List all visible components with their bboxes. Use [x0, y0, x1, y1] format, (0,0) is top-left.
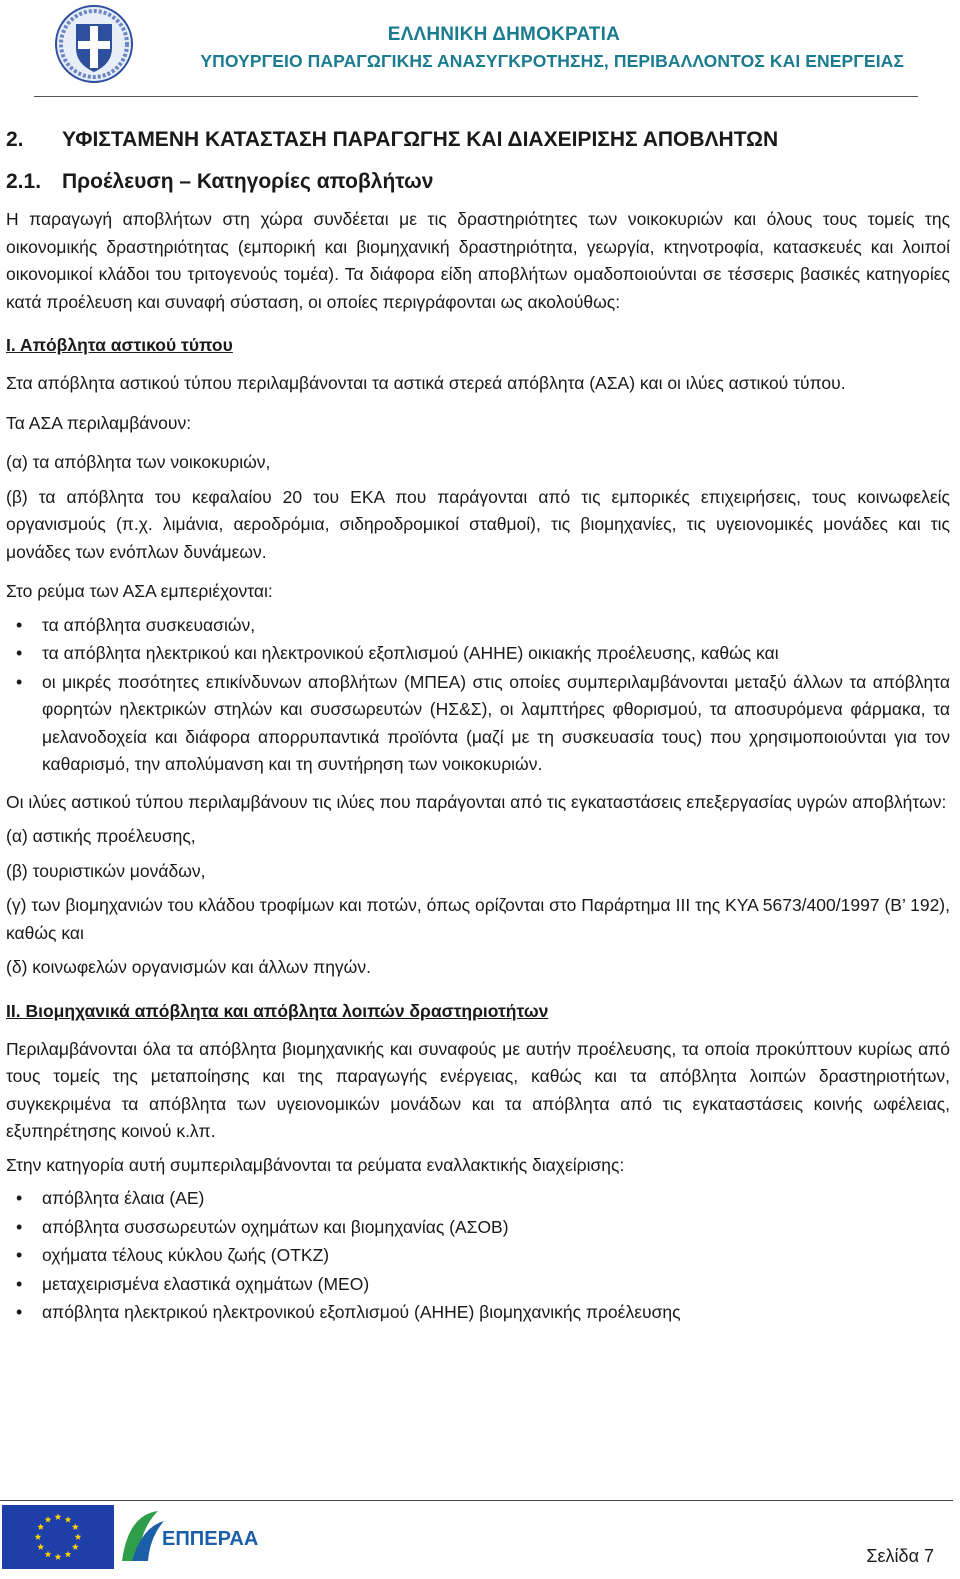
section-heading [6, 126, 950, 154]
header-divider [34, 96, 918, 97]
sludge-item-a: (α) αστικής προέλευσης, [6, 826, 196, 846]
part1-paragraph-2: Τα ΑΣΑ περιλαμβάνουν: [6, 412, 192, 433]
subsection-title: Προέλευση – Κατηγορίες αποβλήτων [62, 170, 434, 193]
part2-paragraph-1: Περιλαμβάνονται όλα τα απόβλητα βιομηχανικής και συναφούς με αυτήν προέλευσης, τα οποία προκύπτουν κυρίως από τους τομείς της μεταποίησης και της παραγωγής ενέργειας, καθώς και τα απόβλητα λοιπών δραστηριοτήτων, συγκεκριμένα τα απόβλητα των υγειονομικών μονάδων και τα απόβλητα από τις εγκαταστάσεις κοινής ωφέλειας, εξυπηρέτησης κοινού κ.λπ. [6, 1038, 950, 1141]
greek-coat-of-arms-icon [54, 4, 134, 84]
alternative-streams-list [6, 1185, 950, 1327]
list-item: • απόβλητα ηλεκτρικού ηλεκτρονικού εξοπλισμού (ΑΗΗΕ) βιομηχανικής προέλευσης [6, 1299, 950, 1327]
list-item: • απόβλητα έλαια (ΑΕ) [6, 1185, 950, 1213]
page-header [0, 0, 960, 98]
header-country: ΕΛΛΗΝΙΚΗ ΔΗΜΟΚΡΑΤΙΑ [387, 24, 620, 45]
asa-item-a: (α) τα απόβλητα των νοικοκυριών, [6, 452, 271, 472]
sludge-item-c: (γ) των βιομηχανιών του κλάδου τροφίμων και ποτών, όπως ορίζονται στο Παράρτημα ΙΙΙ της ΚΥΑ 5673/400/1997 (Β’ 192), καθώς και [6, 895, 950, 943]
part1-paragraph-3: Στο ρεύμα των ΑΣΑ εμπεριέχονται: [6, 581, 273, 601]
footer-divider [0, 1500, 953, 1501]
subsection-number: 2.1. [6, 170, 42, 193]
header-ministry: ΥΠΟΥΡΓΕΙΟ ΠΑΡΑΓΩΓΙΚΗΣ ΑΝΑΣΥΓΚΡΟΤΗΣΗΣ, ΠΕΡΙΒΑΛΛΟΝΤΟΣ ΚΑΙ ΕΝΕΡΓΕΙΑΣ [200, 51, 904, 71]
asa-stream-list [6, 612, 950, 779]
list-item: • οι μικρές ποσότητες επικίνδυνων αποβλήτων (ΜΠΕΑ) στις οποίες συμπεριλαμβάνονται μεταξύ άλλων τα απόβλητα φορητών ηλεκτρικών στηλών και συσσωρευτών (ΗΣ&Σ), οι λαμπτήρες φθορισμού, τα αποσυρόμενα φάρμακα, τα μελανοδοχεία και διάφορα απορρυπαντικά προϊόντα (μαζί με τη συσκευασία τους) που χρησιμοποιούνται για τον καθαρισμό, την απολύμανση και τη συντήρηση των νοικοκυριών. [6, 669, 950, 779]
program-logo-text: ΕΠΠΕΡΑΑ [162, 1528, 258, 1550]
part2-paragraph-2: Στην κατηγορία αυτή συμπεριλαμβάνονται τα ρεύματα εναλλακτικής διαχείρισης: [6, 1154, 625, 1175]
document-body [6, 120, 950, 1337]
epperaa-logo [118, 1505, 258, 1569]
sludge-item-b: (β) τουριστικών μονάδων, [6, 860, 206, 881]
sludge-item-d: (δ) κοινωφελών οργανισμών και άλλων πηγών. [6, 957, 371, 977]
eu-flag-icon [2, 1505, 114, 1569]
list-item: • τα απόβλητα συσκευασιών, [6, 612, 950, 640]
list-item: • απόβλητα συσσωρευτών οχημάτων και βιομηχανίας (ΑΣΟΒ) [6, 1214, 950, 1242]
page-number: Σελίδα 7 [866, 1546, 934, 1566]
part1-heading: Ι. Απόβλητα αστικού τύπου [6, 335, 233, 355]
subsection-heading [6, 168, 950, 196]
list-item: • οχήματα τέλους κύκλου ζωής (ΟΤΚΖ) [6, 1242, 950, 1270]
part2-heading: ΙΙ. Βιομηχανικά απόβλητα και απόβλητα λοιπών δραστηριοτήτων [6, 1000, 549, 1021]
list-item: • τα απόβλητα ηλεκτρικού και ηλεκτρονικού εξοπλισμού (ΑΗΗΕ) οικιακής προέλευσης, καθώς και [6, 640, 950, 668]
part1-paragraph-1: Στα απόβλητα αστικού τύπου περιλαμβάνονται τα αστικά στερεά απόβλητα (ΑΣΑ) και οι ιλύες αστικού τύπου. [6, 373, 846, 393]
part1-paragraph-4: Οι ιλύες αστικού τύπου περιλαμβάνουν τις ιλύες που παράγονται από τις εγκαταστάσεις επεξεργασίας υγρών αποβλήτων: [6, 791, 947, 812]
asa-item-b: (β) τα απόβλητα του κεφαλαίου 20 του ΕΚΑ που παράγονται από τις εμπορικές επιχειρήσεις, τους κοινωφελείς οργανισμούς (π.χ. λιμάνια, αεροδρόμια, σιδηροδρομικοί σταθμοί), τις βιομηχανίες, τις υγειονομικές μονάδες και τις μονάδες των ενόπλων δυνάμεων. [6, 486, 950, 562]
section-title: ΥΦΙΣΤΑΜΕΝΗ ΚΑΤΑΣΤΑΣΗ ΠΑΡΑΓΩΓΗΣ ΚΑΙ ΔΙΑΧΕΙΡΙΣΗΣ ΑΠΟΒΛΗΤΩΝ [62, 128, 779, 151]
intro-paragraph: Η παραγωγή αποβλήτων στη χώρα συνδέεται με τις δραστηριότητες των νοικοκυριών και όλους τους τομείς της οικονομικής δραστηριότητας (εμπορική και βιομηχανική δραστηριότητα, γεωργία, κτηνοτροφία, κατασκευές και λοιποί οικονομικοί κλάδοι του τριτογενούς τομέα). Τα διάφορα είδη αποβλήτων ομαδοποιούνται σε τέσσερις βασικές κατηγορίες κατά προέλευση και συναφή σύσταση, οι οποίες περιγράφονται ως ακολούθως: [6, 209, 950, 312]
list-item: • μεταχειρισμένα ελαστικά οχημάτων (ΜΕΟ) [6, 1271, 950, 1299]
section-number: 2. [6, 128, 24, 151]
header-title-block [200, 22, 904, 74]
